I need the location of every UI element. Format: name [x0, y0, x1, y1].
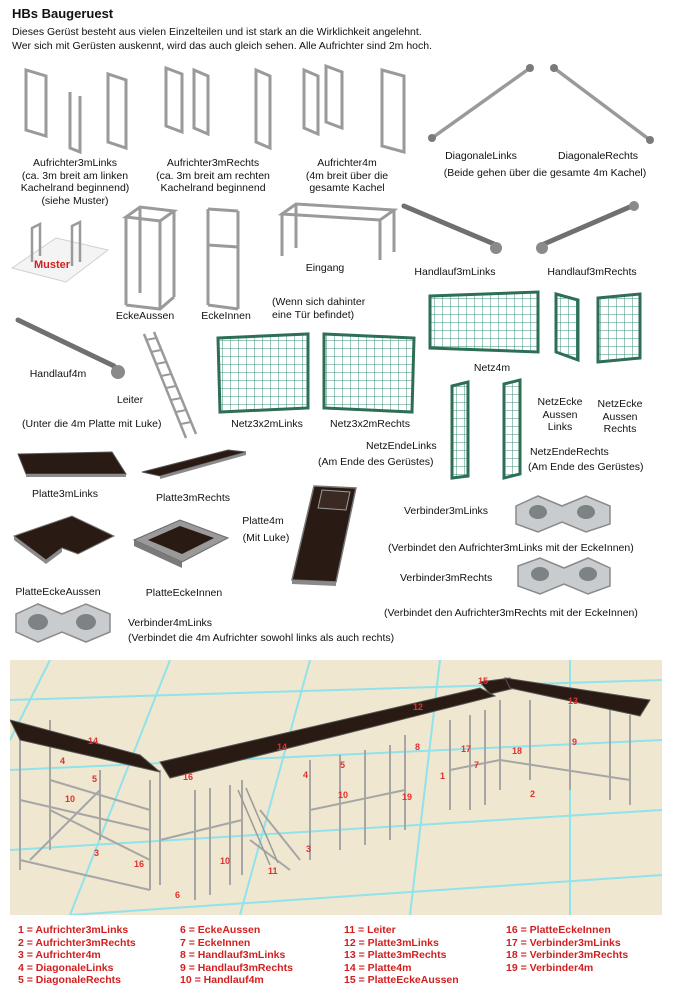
aufrichter3m-rechts-illustration — [160, 62, 280, 156]
diagonale-links-label: DiagonaleLinks — [445, 150, 517, 162]
verbinder3m-rechts-desc: (Verbindet den Aufrichter3mRechts mit der EckeInnen) — [384, 607, 638, 619]
verbinder3m-links-label: Verbinder3mLinks — [404, 505, 489, 517]
netz-ende-links-desc: (Am Ende des Gerüstes) — [318, 456, 434, 468]
legend-item: 19 = Verbinder4m — [506, 961, 594, 974]
netz3x2m-illustration — [214, 332, 418, 414]
legend-item: 8 = Handlauf3mLinks — [180, 949, 286, 961]
svg-text:5: 5 — [92, 774, 98, 784]
svg-text:14: 14 — [88, 736, 99, 746]
verbinder4m-links-label: Verbinder4mLinks — [128, 617, 213, 629]
legend-item: 10 = Handlauf4m — [180, 974, 264, 986]
platte4m-illustration — [286, 482, 362, 588]
legend-column — [180, 924, 293, 987]
legend-item: 7 = EckeInnen — [180, 936, 251, 949]
legend-item: 6 = EckeAussen — [180, 924, 261, 936]
handlauf3m-rechts-label: Handlauf3mRechts — [547, 266, 637, 278]
platte-ecke-aussen-label: PlatteEckeAussen — [15, 586, 101, 598]
svg-text:8: 8 — [415, 742, 421, 752]
legend-item: 11 = Leiter — [344, 924, 396, 936]
platte4m-label: Platte4m — [242, 515, 284, 527]
legend-column — [506, 924, 628, 974]
intro-line: Dieses Gerüst besteht aus vielen Einzelteilen und ist stark an die Wirklichkeit angelehnt. — [12, 26, 422, 38]
svg-text:1: 1 — [440, 771, 446, 781]
platte4m-desc: (Mit Luke) — [242, 532, 290, 544]
svg-text:3: 3 — [94, 848, 100, 858]
svg-text:3: 3 — [306, 844, 312, 854]
svg-text:10: 10 — [338, 790, 349, 800]
verbinder3m-rechts-label: Verbinder3mRechts — [400, 572, 493, 584]
svg-text:19: 19 — [402, 792, 413, 802]
legend-item: 5 = DiagonaleRechts — [18, 974, 121, 986]
diagonale-note: (Beide gehen über die gesamte 4m Kachel) — [443, 167, 647, 179]
scaffold-scene-illustration — [10, 660, 662, 915]
svg-text:16: 16 — [183, 772, 194, 782]
part-desc: gesamte Kachel — [309, 182, 385, 194]
netz3x2m-links-label: Netz3x2mLinks — [231, 418, 303, 430]
platte3m-rechts-label: Platte3mRechts — [155, 492, 231, 504]
part-name: Aussen — [602, 410, 638, 423]
svg-text:15: 15 — [478, 676, 489, 686]
svg-text:5: 5 — [340, 760, 346, 770]
legend-item: 3 = Aufrichter4m — [18, 949, 101, 961]
netz-ende-rechts-label: NetzEndeRechts — [530, 446, 609, 458]
svg-text:14: 14 — [277, 742, 288, 752]
part-desc: (ca. 3m breit am rechten — [156, 169, 270, 182]
legend-item: 14 = Platte4m — [344, 961, 412, 974]
legend-item: 16 = PlatteEckeInnen — [506, 924, 611, 936]
part-desc: eine Tür befindet) — [272, 308, 355, 321]
verbinder4m-links-desc: (Verbindet die 4m Aufrichter sowohl links als auch rechts) — [128, 632, 395, 644]
legend-item: 1 = Aufrichter3mLinks — [18, 924, 129, 936]
netz3x2m-rechts-label: Netz3x2mRechts — [330, 418, 410, 430]
legend-item: 9 = Handlauf3mRechts — [180, 961, 293, 974]
part-name: NetzEcke — [597, 398, 643, 410]
svg-text:7: 7 — [474, 760, 480, 770]
part-desc: (Wenn sich dahinter — [272, 296, 366, 308]
part-name: Rechts — [603, 423, 637, 435]
verbinder4m-illustration — [10, 600, 122, 648]
netz4m-illustration — [426, 290, 544, 358]
diagonale-rechts-label: DiagonaleRechts — [558, 150, 638, 162]
legend-item: 15 = PlatteEckeAussen — [344, 974, 459, 986]
svg-text:10: 10 — [65, 794, 76, 804]
platte-ecke-innen-illustration — [128, 516, 234, 578]
part-desc: Kachelrand beginnend — [160, 182, 266, 194]
netz-ende-rechts-desc: (Am Ende des Gerüstes) — [528, 461, 644, 473]
legend-item: 2 = Aufrichter3mRechts — [18, 936, 136, 949]
part-name: Aufrichter4m — [317, 157, 377, 169]
svg-text:13: 13 — [568, 696, 579, 706]
ecke-innen-label: EckeInnen — [201, 310, 251, 322]
svg-text:9: 9 — [572, 737, 578, 747]
netz-ende-links-label: NetzEndeLinks — [366, 440, 437, 452]
svg-text:4: 4 — [60, 756, 66, 766]
platte3m-illustration — [14, 444, 254, 494]
part-name: Aufrichter3mLinks — [32, 157, 118, 169]
svg-text:12: 12 — [413, 702, 424, 712]
part-name: Links — [547, 421, 573, 433]
legend-column — [18, 924, 136, 987]
legend-column — [344, 924, 459, 987]
eingang-desc — [272, 296, 365, 321]
muster-illustration — [10, 210, 110, 284]
part-desc: Kachelrand beginnend) — [20, 182, 130, 194]
handlauf4m-label: Handlauf4m — [29, 368, 87, 380]
netz-ecke-illustration — [552, 290, 646, 366]
handlauf3m-links-label: Handlauf3mLinks — [414, 266, 496, 278]
ecke-illustration — [120, 205, 280, 311]
muster-label: Muster — [34, 259, 71, 271]
netz-ende-illustration — [448, 378, 528, 482]
legend-item: 12 = Platte3mLinks — [344, 936, 439, 949]
handlauf3m-illustration — [396, 198, 666, 264]
legend-item: 13 = Platte3mRechts — [344, 949, 447, 961]
netz-ecke-aussen-links-label — [532, 396, 588, 434]
aufrichter3m-links-label — [10, 157, 140, 207]
legend-item: 18 = Verbinder3mRechts — [506, 949, 629, 961]
aufrichter4m-label — [282, 157, 412, 195]
netz4m-label: Netz4m — [473, 362, 511, 374]
aufrichter3m-rechts-label — [148, 157, 278, 195]
svg-text:6: 6 — [175, 890, 181, 900]
part-name: Aufrichter3mRechts — [166, 157, 260, 169]
part-name: NetzEcke — [537, 396, 583, 408]
legend-item: 4 = DiagonaleLinks — [18, 961, 114, 974]
aufrichter3m-links-illustration — [18, 62, 138, 156]
legend-item: 17 = Verbinder3mLinks — [506, 936, 621, 949]
leiter-label: Leiter — [116, 394, 144, 406]
platte-ecke-aussen-illustration — [10, 512, 116, 582]
leiter-note: (Unter die 4m Platte mit Luke) — [22, 418, 162, 430]
netz-ecke-aussen-rechts-label — [592, 398, 648, 436]
part-desc: (siehe Muster) — [41, 194, 109, 207]
part-name: Aussen — [542, 408, 578, 421]
platte3m-links-label: Platte3mLinks — [32, 488, 98, 500]
intro-text — [12, 25, 432, 53]
eingang-illustration — [276, 200, 400, 262]
intro-line: Wer sich mit Gerüsten auskennt, wird das auch gleich sehen. Alle Aufrichter sind 2m hoch. — [12, 40, 433, 52]
svg-text:4: 4 — [303, 770, 309, 780]
verbinder3m-links-desc: (Verbindet den Aufrichter3mLinks mit der EckeInnen) — [388, 542, 634, 554]
svg-text:16: 16 — [134, 859, 145, 869]
part-desc: (4m breit über die — [305, 169, 389, 182]
eingang-label: Eingang — [305, 262, 345, 274]
part-desc: (ca. 3m breit am linken — [21, 169, 129, 182]
svg-text:11: 11 — [268, 866, 278, 876]
platte-ecke-innen-label: PlatteEckeInnen — [145, 587, 223, 599]
diagonale-illustration — [424, 62, 660, 148]
svg-text:17: 17 — [461, 744, 472, 754]
svg-text:18: 18 — [512, 746, 523, 756]
svg-text:2: 2 — [530, 789, 536, 799]
page-title: HBs Baugeruest — [12, 6, 114, 21]
aufrichter4m-illustration — [296, 62, 416, 156]
ecke-aussen-label: EckeAussen — [115, 310, 175, 322]
svg-text:10: 10 — [220, 856, 231, 866]
